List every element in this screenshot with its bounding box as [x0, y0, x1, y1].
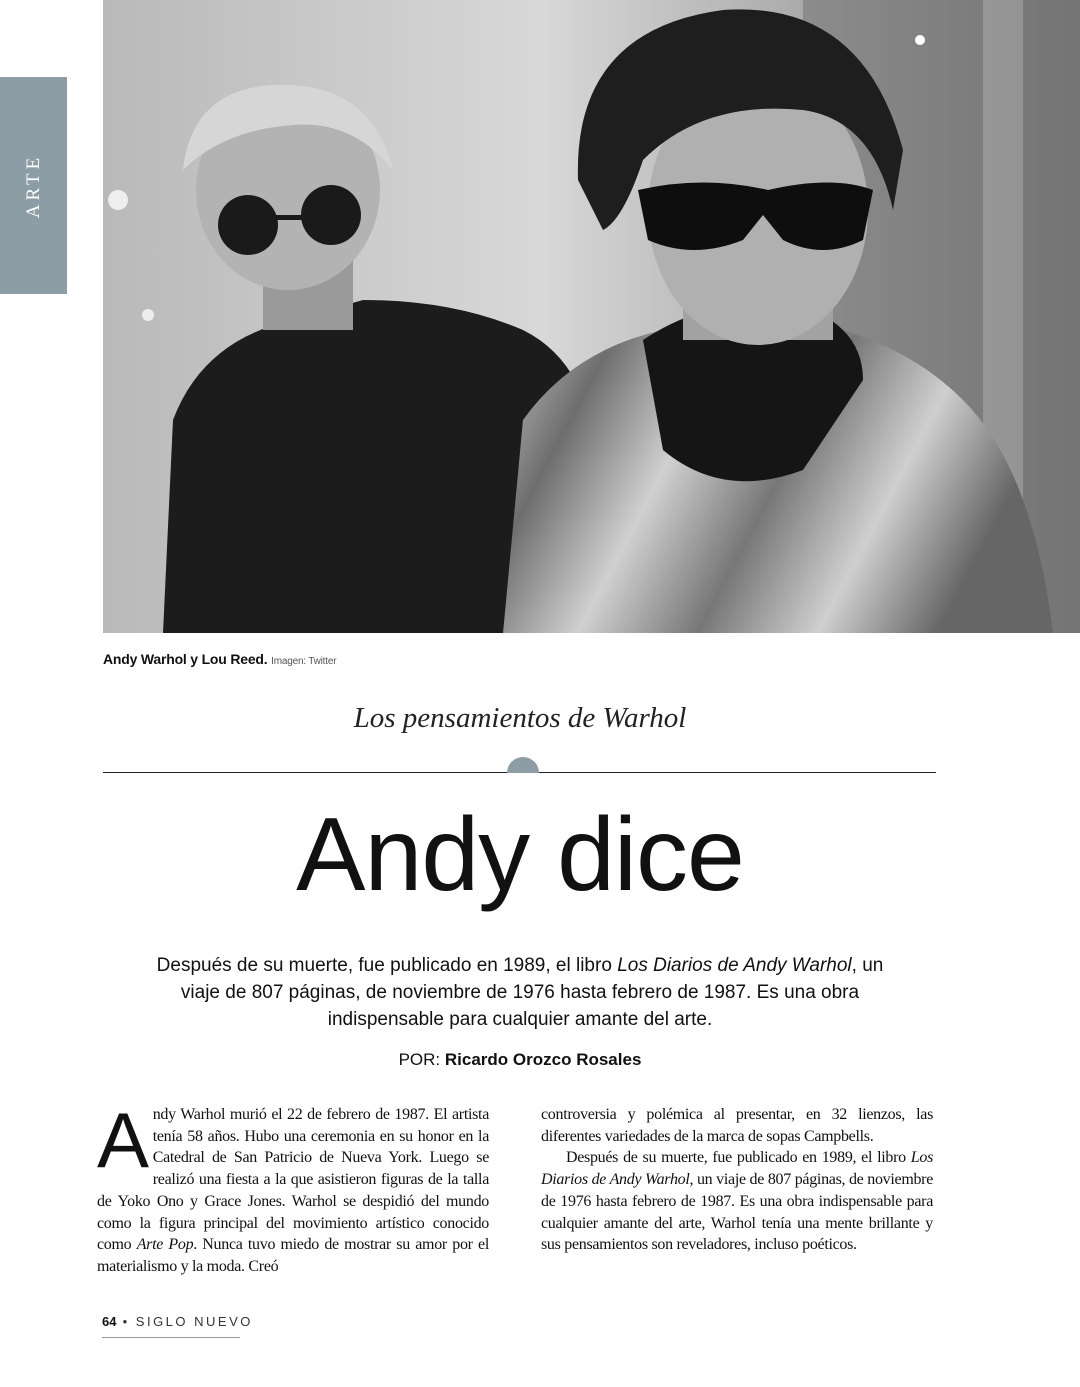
body-text: . Nunca tuvo miedo de mostrar su amor por el materialismo y la moda. Creó [97, 1236, 489, 1275]
photo-illustration [103, 0, 1080, 633]
body-text: ndy Warhol murió el 22 de febrero de 1987. El artista tenía 58 años. Hubo una ceremonia en su honor en la Catedral de San Patricio de Nueva York. Luego se realizó una fiesta a la que asistieron figuras de la talla de Yoko Ono y Grace Jones. Warhol se despidió del mundo como la figura principal del movimiento artístico conocido como [97, 1106, 489, 1254]
body-paragraph [97, 1096, 489, 1278]
photo-caption [103, 651, 336, 667]
body-text: Después de su muerte, fue publicado en 1989, el libro [566, 1149, 911, 1167]
divider-ornament [507, 757, 539, 773]
body-column-right [541, 1104, 933, 1256]
dek-text-2: , un viaje de 807 páginas, de noviembre de 1976 hasta febrero de 1987. Es una obra indispensable para cualquier amante del arte. [180, 955, 884, 1030]
body-text: , un viaje de 807 páginas, de noviembre de 1976 hasta febrero de 1987. Es una obra indispensable para cualquier amante del arte, Warhol tenía una mente brillante y sus pensamientos son reveladores, incluso poéticos. [541, 1171, 933, 1254]
byline-author: Ricardo Orozco Rosales [444, 1050, 642, 1069]
article-dek [140, 952, 900, 1033]
body-text: controversia y polémica al presentar, en 32 lienzos, las diferentes variedades de la marca de sopas Campbells. [541, 1106, 933, 1145]
byline [0, 1050, 1040, 1070]
page-footer [102, 1314, 253, 1329]
footer-rule [102, 1337, 240, 1338]
dek-book-title: Los Diarios de Andy Warhol [617, 955, 852, 976]
article-headline: Andy dice [296, 797, 744, 913]
byline-prefix: POR: [398, 1050, 441, 1069]
body-paragraph [541, 1147, 933, 1256]
footer-separator: • [122, 1314, 130, 1329]
article-kicker: Los pensamientos de Warhol [353, 702, 687, 734]
magazine-name: SIGLO NUEVO [135, 1314, 253, 1329]
body-emphasis: Arte Pop [136, 1236, 194, 1254]
caption-credit: Imagen: Twitter [271, 656, 337, 667]
article-photo [103, 0, 1080, 633]
caption-names: Andy Warhol y Lou Reed. [103, 651, 268, 667]
body-emphasis: Los Diarios de Andy Warhol [541, 1149, 933, 1189]
drop-cap: A [97, 1096, 149, 1184]
page-number: 64 [102, 1314, 117, 1329]
section-tab [0, 77, 67, 294]
body-column-left [97, 1096, 489, 1278]
body-paragraph [541, 1104, 933, 1147]
dek-text-1: Después de su muerte, fue publicado en 1989, el libro [156, 955, 618, 976]
section-label: ARTE [22, 153, 44, 218]
